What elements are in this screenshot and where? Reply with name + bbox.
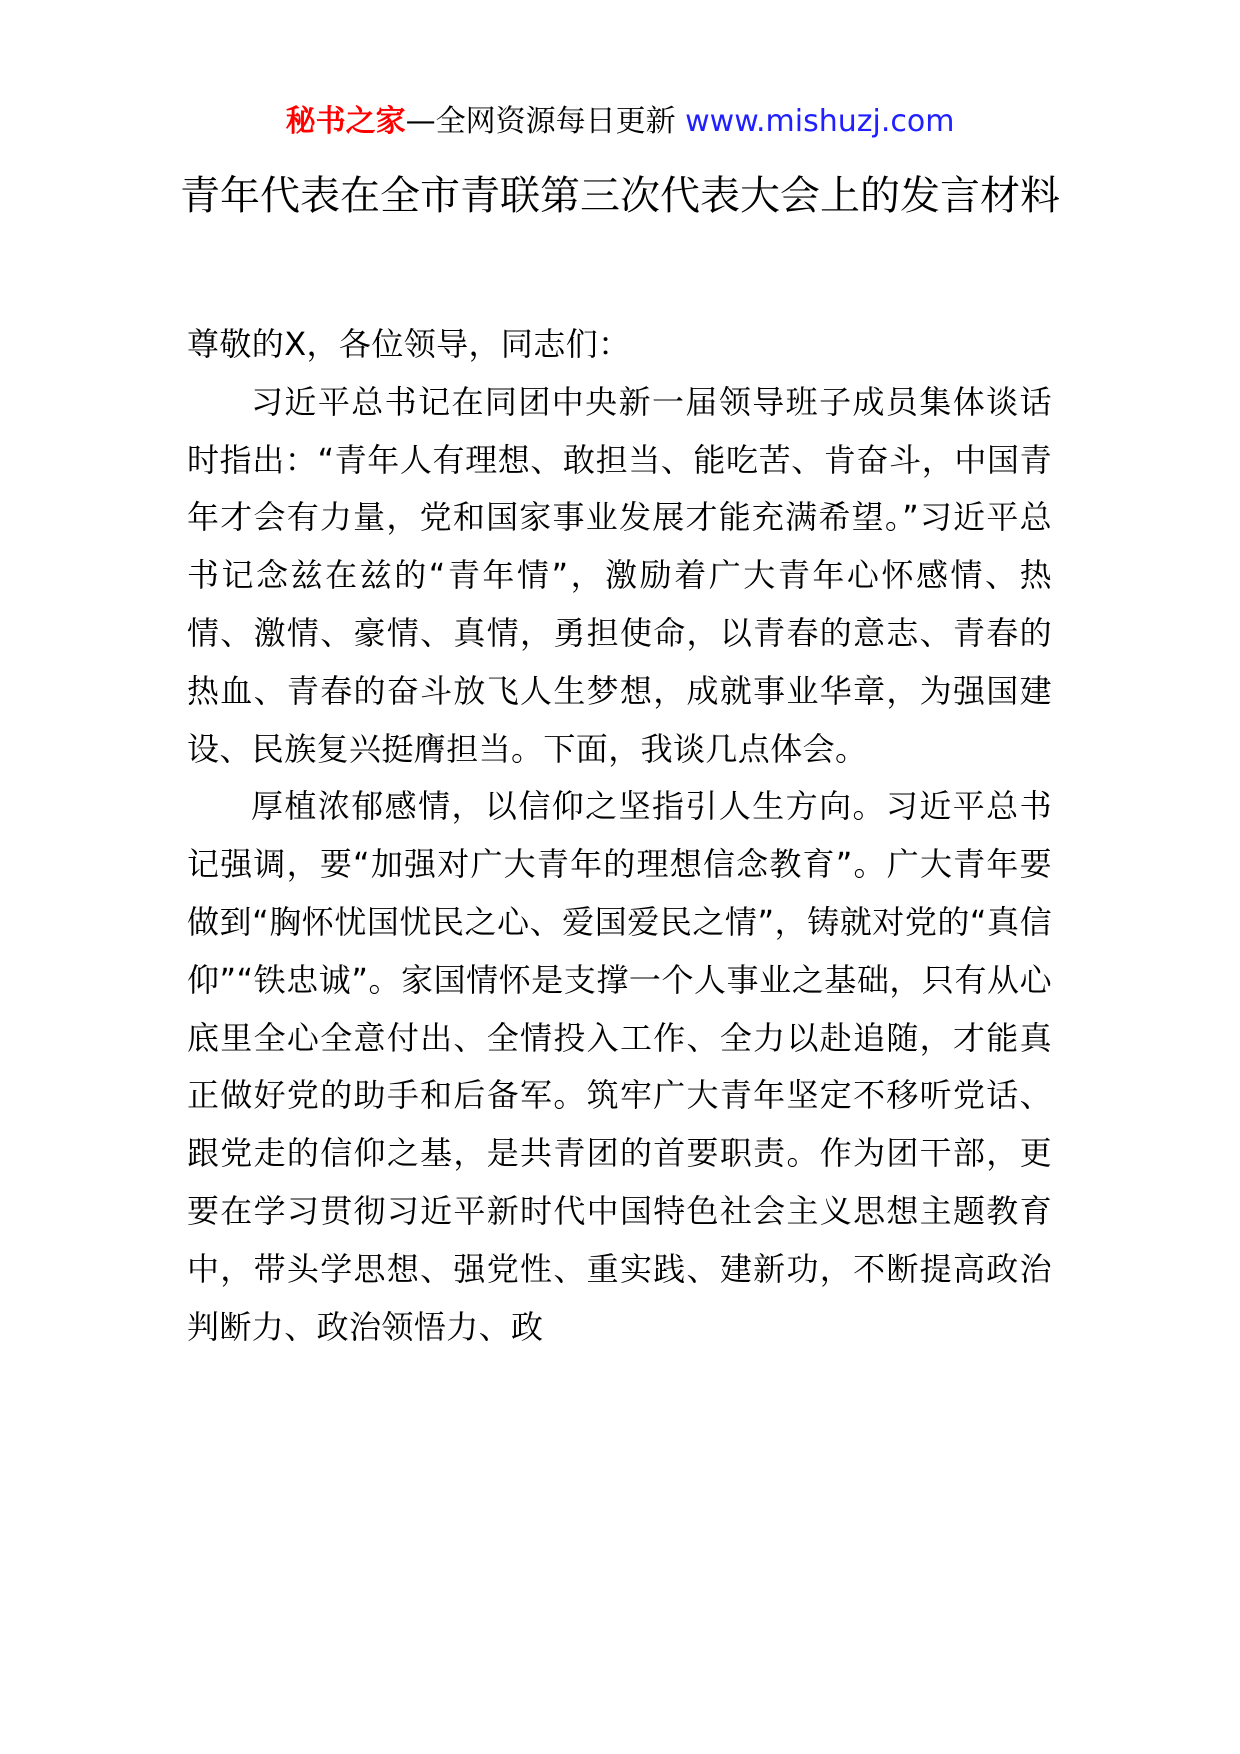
document-title: 青年代表在全市青联第三次代表大会上的发言材料: [180, 173, 1060, 219]
salutation: 尊敬的X，各位领导，同志们：: [187, 325, 631, 363]
site-url-link[interactable]: www.mishuzj.com: [685, 104, 955, 139]
document-body: [187, 316, 1052, 1356]
header-tagline: —全网资源每日更新: [405, 104, 676, 139]
paragraph: 厚植浓郁感情，以信仰之坚指引人生方向。习近平总书记强调，要“加强对广大青年的理想信念教育”。广大青年要做到“胸怀忧国忧民之心、爱国爱民之情”，铸就对党的“真信仰”“铁忠诚”。家国情怀是支撑一个人事业之基础，只有从心底里全心全意付出、全情投入工作、全力以赴追随，才能真正做好党的助手和后备军。筑牢广大青年坚定不移听党话、跟党走的信仰之基，是共青团的首要职责。作为团干部，更要在学习贯彻习近平新时代中国特色社会主义思想主题教育中，带头学思想、强党性、重实践、建新功，不断提高政治判断力、政治领悟力、政: [187, 787, 1052, 1346]
site-header: [0, 100, 1240, 144]
paragraph: 习近平总书记在同团中央新一届领导班子成员集体谈话时指出：“青年人有理想、敢担当、能吃苦、肯奋斗，中国青年才会有力量，党和国家事业发展才能充满希望。”习近平总书记念兹在兹的“青年情”，激励着广大青年心怀感情、热情、激情、豪情、真情，勇担使命，以青春的意志、青春的热血、青春的奋斗放飞人生梦想，成就事业华章，为强国建设、民族复兴挺膺担当。下面，我谈几点体会。: [187, 382, 1052, 768]
brand-name: 秘书之家: [285, 104, 406, 139]
